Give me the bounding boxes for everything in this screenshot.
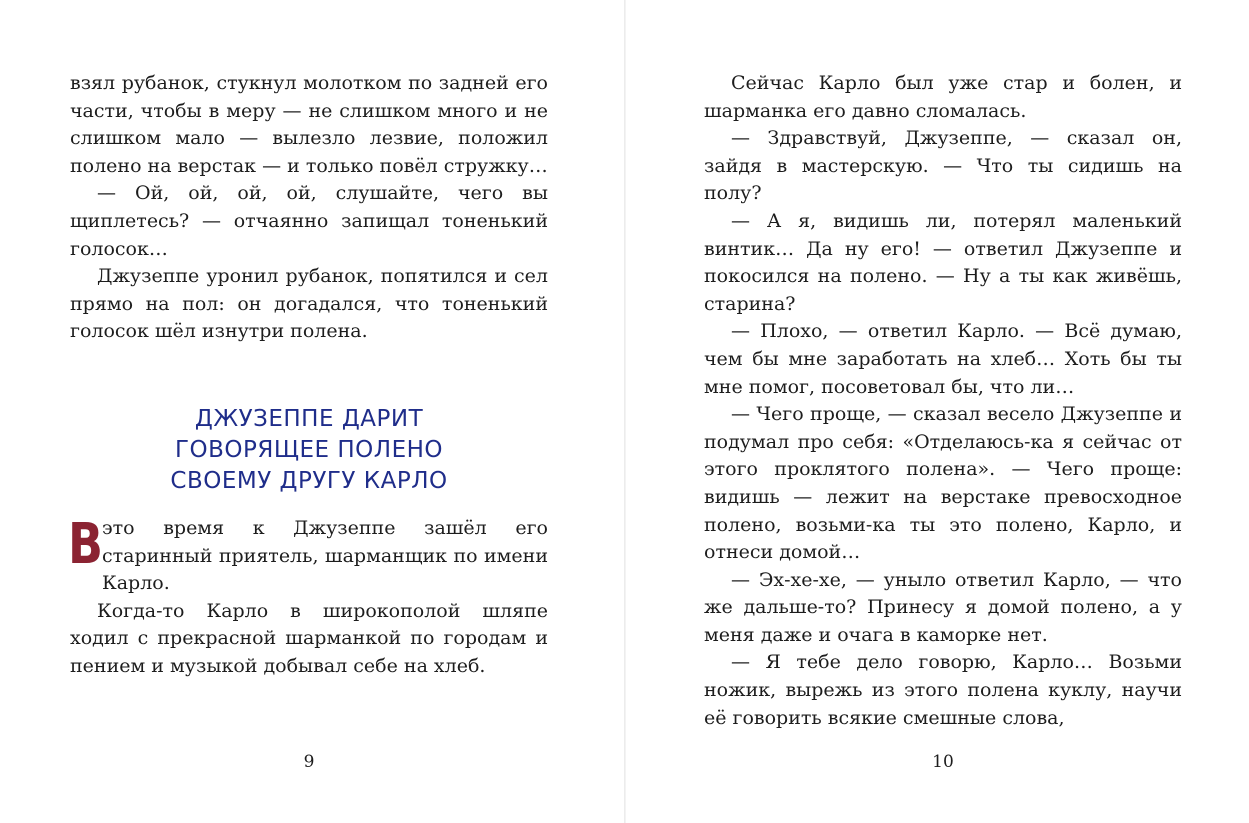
book-gutter	[624, 0, 626, 823]
paragraph: — Эх-хе-хе, — уныло ответил Карло, — что же дальше-то? Принесу я домой полено, а у меня даже и очага в каморке нет.	[704, 568, 1182, 646]
dropcap-paragraph	[68, 511, 548, 598]
page-number-left: 9	[303, 752, 315, 772]
left-page	[70, 70, 548, 681]
paragraph: Сейчас Карло был уже стар и болен, и шарманка его давно сломалась.	[704, 72, 1182, 122]
paragraph: — Здравствуй, Джузеппе, — сказал он, зайдя в мастерскую. — Что ты сидишь на полу?	[704, 127, 1182, 205]
chapter-title-line: ДЖУЗЕППЕ ДАРИТ	[194, 405, 424, 432]
paragraph: Когда-то Карло в широкополой шляпе ходил с прекрасной шарманкой по городам и пением и музыкой добывал себе на хлеб.	[70, 599, 548, 677]
paragraph: — Ой, ой, ой, ой, слушайте, чего вы щиплетесь? — отчаянно запищал тоненький голосок…	[70, 182, 548, 260]
page-number-right: 10	[932, 752, 954, 772]
right-page	[704, 70, 1182, 732]
dropcap-paragraph-text: это время к Джузеппе зашёл его старинный приятель, шарманщик по имени Карло.	[102, 516, 548, 595]
paragraph: Джузеппе уронил рубанок, попятился и сел прямо на пол: он догадался, что тоненький голосок шёл изнутри полена.	[70, 265, 548, 343]
chapter-title-line: СВОЕМУ ДРУГУ КАРЛО	[170, 467, 448, 494]
paragraph: — Я тебе дело говорю, Карло… Возьми ножик, вырежь из этого полена куклу, научи её говорить всякие смешные слова,	[704, 651, 1182, 729]
chapter-title-line: ГОВОРЯЩЕЕ ПОЛЕНО	[174, 436, 444, 463]
paragraph: — А я, видишь ли, потерял маленький винтик… Да ну его! — ответил Джузеппе и покосился на полено. — Ну а ты как живёшь, старина?	[704, 209, 1182, 315]
paragraph: — Чего проще, — сказал весело Джузеппе и подумал про себя: «Отделаюсь-ка я сейчас от этого проклятого полена». — Чего проще: видишь — лежит на верстаке превосходное полено, возьми-ка ты это полено, Карло, и отнеси домой…	[704, 403, 1182, 564]
paragraph: — Плохо, — ответил Карло. — Всё думаю, чем бы мне заработать на хлеб… Хоть бы ты мне помог, посоветовал бы, что ли…	[704, 320, 1182, 398]
chapter-title	[70, 404, 548, 497]
paragraph: взял рубанок, стукнул молотком по задней его части, чтобы в меру — не слишком много и не слишком мало — вылезло лезвие, положил полено на верстак — и только повёл стружку…	[70, 72, 548, 177]
dropcap-letter: В	[68, 511, 104, 577]
